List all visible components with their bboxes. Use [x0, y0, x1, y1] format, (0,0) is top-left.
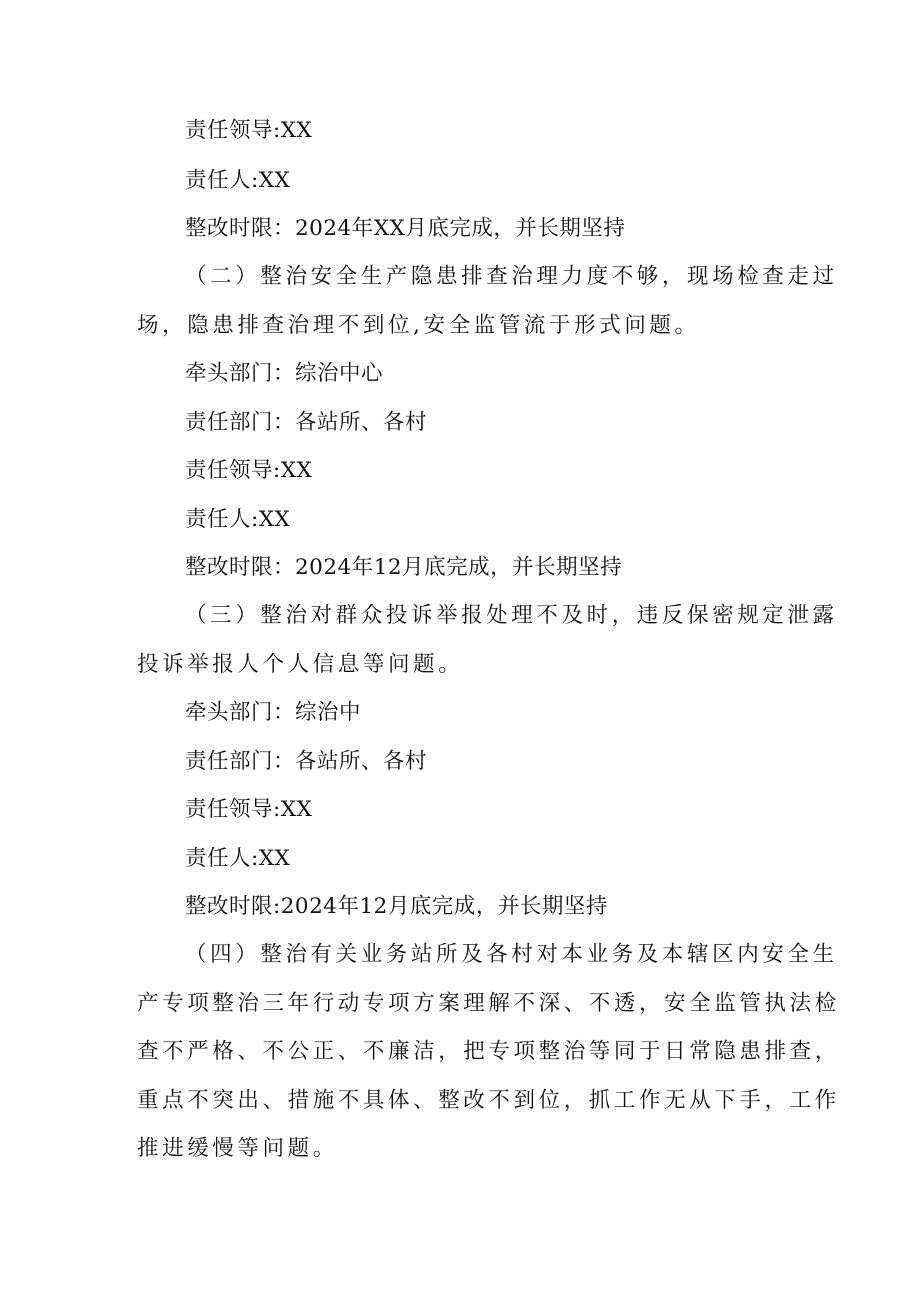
responsible-leader-line: 责任领导:XX — [185, 118, 313, 143]
responsible-department-line: 责任部门：各站所、各村 — [185, 410, 428, 435]
responsible-person-line: 责任人:XX — [185, 846, 291, 871]
responsible-leader-line: 责任领导:XX — [185, 797, 313, 822]
lead-department-line: 牵头部门：综治中 — [185, 700, 362, 725]
responsible-person-line: 责任人:XX — [185, 168, 291, 193]
responsible-person-line: 责任人:XX — [185, 507, 291, 532]
section-heading-3: （三）整治对群众投诉举报处理不及时，违反保密规定泄露 — [185, 603, 838, 628]
section-heading-4-continued: 重点不突出、措施不具体、整改不到位，抓工作无从下手，工作 — [137, 1088, 840, 1113]
section-heading-3-continued: 投诉举报人个人信息等问题。 — [137, 652, 464, 677]
deadline-line: 整改时限：2024年XX月底完成，并长期坚持 — [185, 216, 626, 241]
section-heading-4-continued: 查不严格、不公正、不廉洁，把专项整治等同于日常隐患排查， — [137, 1039, 840, 1064]
responsible-department-line: 责任部门：各站所、各村 — [185, 749, 428, 774]
section-heading-4: （四）整治有关业务站所及各村对本业务及本辖区内安全生 — [185, 942, 838, 967]
section-heading-4-continued: 推进缓慢等问题。 — [137, 1136, 338, 1161]
deadline-line: 整改时限：2024年12月底完成，并长期坚持 — [185, 555, 623, 580]
lead-department-line: 牵头部门：综治中心 — [185, 361, 384, 386]
section-heading-2-continued: 场，隐患排查治理不到位,安全监管流于形式问题。 — [137, 313, 700, 338]
section-heading-4-continued: 产专项整治三年行动专项方案理解不深、不透，安全监管执法检 — [137, 991, 840, 1016]
section-heading-2: （二）整治安全生产隐患排查治理力度不够，现场检查走过 — [185, 264, 838, 289]
responsible-leader-line: 责任领导:XX — [185, 458, 313, 483]
deadline-line: 整改时限:2024年12月底完成，并长期坚持 — [185, 894, 608, 919]
